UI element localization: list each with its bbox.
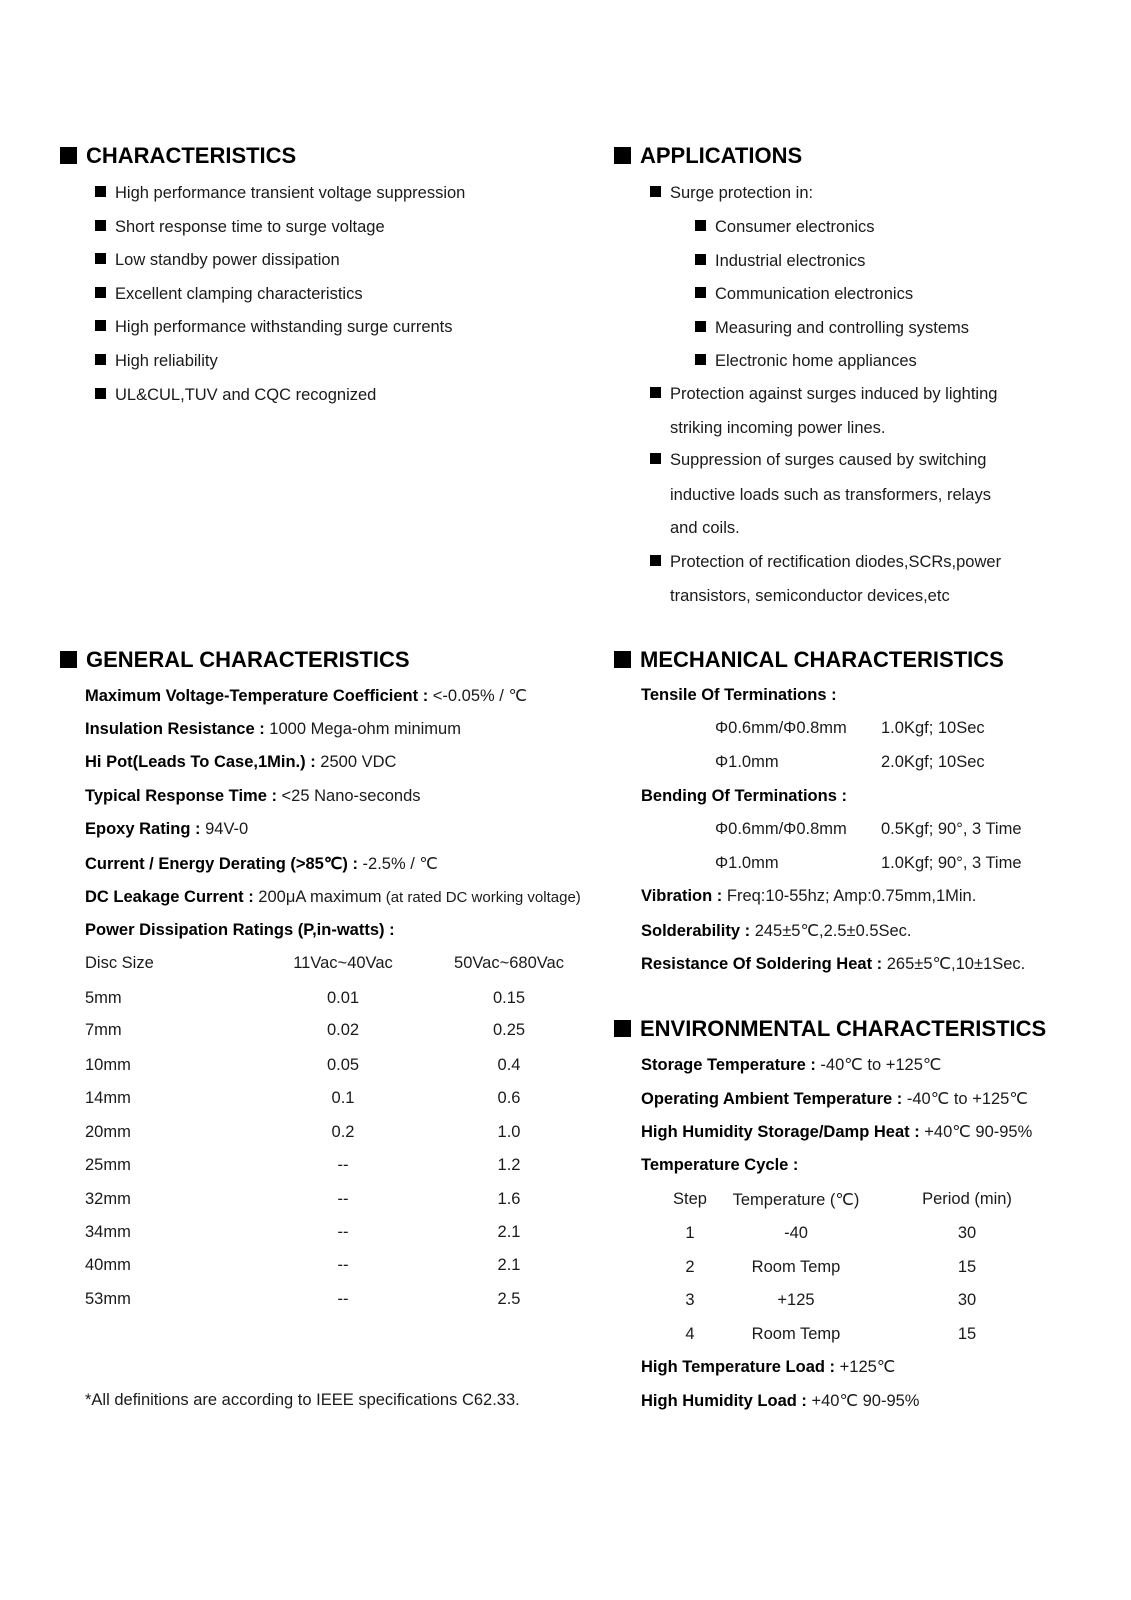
characteristics-item-text: Low standby power dissipation xyxy=(115,251,340,270)
environmental-row-value: -40℃ to +125℃ xyxy=(902,1089,1028,1108)
general-row xyxy=(85,921,395,940)
bending-spec: 1.0Kgf; 90°, 3 Time xyxy=(881,854,1022,872)
characteristics-item-text: High reliability xyxy=(115,352,218,370)
environmental-row xyxy=(641,1391,919,1411)
cycle-table-cell: Room Temp xyxy=(751,1324,841,1343)
characteristics-item-text: High performance withstanding surge currents xyxy=(115,318,453,337)
power-table-header: 11Vac~40Vac xyxy=(293,954,393,972)
power-table-cell: 5mm xyxy=(85,989,122,1007)
tensile-spec: 1.0Kgf; 10Sec xyxy=(881,719,985,737)
power-table-cell: 2.1 xyxy=(497,1256,521,1274)
applications-sub-item xyxy=(695,252,865,271)
power-table-cell: 0.05 xyxy=(326,1056,360,1074)
general-row-value: 200μA maximum xyxy=(253,887,382,906)
environmental-row xyxy=(641,1122,1032,1142)
bullet-square-icon xyxy=(95,354,106,365)
section-square-icon xyxy=(614,651,631,668)
bullet-square-icon xyxy=(650,555,661,566)
bullet-square-icon xyxy=(695,321,706,332)
characteristics-item-text: Excellent clamping characteristics xyxy=(115,284,363,303)
general-row-label: DC Leakage Current : xyxy=(85,887,254,906)
cycle-table-cell: +125 xyxy=(777,1291,815,1310)
environmental-row-label: High Humidity Storage/Damp Heat : xyxy=(641,1123,920,1142)
applications-surge-label: Surge protection in: xyxy=(650,184,813,203)
general-row-value: 94V-0 xyxy=(200,820,249,839)
bullet-square-icon xyxy=(95,320,106,331)
applications-item: Protection against surges induced by lighting xyxy=(650,385,997,404)
characteristics-item xyxy=(95,318,453,337)
power-table-cell: 0.25 xyxy=(492,1021,526,1039)
bullet-square-icon xyxy=(95,388,106,399)
environmental-row xyxy=(641,1357,895,1377)
general-row xyxy=(85,686,527,706)
applications-item-cont: and coils. xyxy=(670,519,740,537)
general-row xyxy=(85,888,581,907)
bending-spec: 0.5Kgf; 90°, 3 Time xyxy=(881,820,1022,838)
power-table-cell: 34mm xyxy=(85,1223,131,1241)
tensile-diameter: Φ1.0mm xyxy=(715,753,779,771)
environmental-row xyxy=(641,1089,1028,1109)
environmental-row xyxy=(641,1055,941,1075)
general-row-value: <-0.05% / ℃ xyxy=(428,687,527,705)
cycle-table-cell: 3 xyxy=(685,1291,695,1310)
power-table-cell: 1.6 xyxy=(497,1190,521,1208)
section-square-icon xyxy=(614,147,631,164)
applications-sub-item xyxy=(695,352,917,371)
applications-sub-item-text: Industrial electronics xyxy=(715,251,866,270)
cycle-table-cell: 30 xyxy=(957,1224,977,1242)
applications-sub-item-text: Measuring and controlling systems xyxy=(715,318,970,337)
power-table-header: Disc Size xyxy=(85,954,154,972)
applications-item-cont: inductive loads such as transformers, relays xyxy=(670,486,991,504)
power-table-cell: 2.5 xyxy=(497,1290,521,1308)
bullet-square-icon xyxy=(95,220,106,231)
general-row-label: Epoxy Rating : xyxy=(85,820,201,839)
power-table-cell: 32mm xyxy=(85,1190,131,1208)
mechanical-heading: MECHANICAL CHARACTERISTICS xyxy=(614,647,1004,673)
power-table-cell: 2.1 xyxy=(497,1223,521,1241)
characteristics-item-text: Short response time to surge voltage xyxy=(115,217,385,236)
tensile-label: Tensile Of Terminations : xyxy=(641,686,837,704)
applications-sub-item-text: Communication electronics xyxy=(715,285,914,304)
power-table-cell: -- xyxy=(337,1223,349,1241)
characteristics-heading: CHARACTERISTICS xyxy=(60,143,296,169)
power-table-cell: 0.1 xyxy=(331,1089,355,1107)
power-table-header: 50Vac~680Vac xyxy=(454,954,564,972)
general-heading: GENERAL CHARACTERISTICS xyxy=(60,647,410,673)
characteristics-item xyxy=(95,251,340,270)
environmental-heading: ENVIRONMENTAL CHARACTERISTICS xyxy=(614,1016,1046,1042)
power-table-cell: 1.0 xyxy=(497,1123,521,1141)
general-row-label: Maximum Voltage-Temperature Coefficient : xyxy=(85,687,429,705)
power-table-cell: 7mm xyxy=(85,1021,122,1039)
characteristics-item xyxy=(95,386,376,405)
power-table-cell: 25mm xyxy=(85,1156,131,1174)
environmental-row xyxy=(641,1156,798,1175)
general-row xyxy=(85,753,396,772)
environmental-row-label: Operating Ambient Temperature : xyxy=(641,1089,903,1108)
cycle-table-cell: 30 xyxy=(957,1291,977,1310)
power-table-cell: 0.02 xyxy=(326,1021,360,1039)
general-row xyxy=(85,720,461,739)
general-row-value: -2.5% / ℃ xyxy=(357,855,438,873)
characteristics-item xyxy=(95,352,218,371)
mechanical-row xyxy=(641,921,912,941)
applications-sub-item xyxy=(695,285,913,304)
environmental-row-label: Temperature Cycle : xyxy=(641,1155,799,1174)
section-square-icon xyxy=(60,147,77,164)
mechanical-row-value: 245±5℃,2.5±0.5Sec. xyxy=(750,921,912,940)
bullet-square-icon xyxy=(95,186,106,197)
footnote: *All definitions are according to IEEE specifications C62.33. xyxy=(85,1391,520,1409)
cycle-table-header: Step xyxy=(673,1190,707,1208)
characteristics-item xyxy=(95,184,465,203)
cycle-table-cell: 4 xyxy=(685,1324,695,1343)
tensile-spec: 2.0Kgf; 10Sec xyxy=(881,753,985,771)
characteristics-item-text: High performance transient voltage suppression xyxy=(115,184,466,202)
characteristics-item-text: UL&CUL,TUV and CQC recognized xyxy=(115,385,377,404)
mechanical-row-label: Resistance Of Soldering Heat : xyxy=(641,955,883,974)
tensile-diameter: Φ0.6mm/Φ0.8mm xyxy=(715,719,847,737)
applications-item-cont: transistors, semiconductor devices,etc xyxy=(670,587,950,605)
power-table-cell: -- xyxy=(337,1156,349,1174)
power-table-cell: -- xyxy=(337,1290,349,1308)
section-square-icon xyxy=(60,651,77,668)
environmental-row-value: +125℃ xyxy=(835,1358,896,1376)
applications-item: Suppression of surges caused by switching xyxy=(650,451,986,470)
bullet-square-icon xyxy=(650,453,661,464)
bullet-square-icon xyxy=(695,220,706,231)
general-row-value: <25 Nano-seconds xyxy=(276,786,421,805)
power-table-cell: 0.15 xyxy=(492,989,526,1007)
power-table-cell: 20mm xyxy=(85,1123,131,1141)
applications-item-cont: striking incoming power lines. xyxy=(670,419,886,437)
power-table-cell: -- xyxy=(337,1190,349,1208)
general-row-value: 2500 VDC xyxy=(315,753,397,772)
cycle-table-cell: 15 xyxy=(957,1324,977,1343)
environmental-row-value: -40℃ to +125℃ xyxy=(815,1056,942,1074)
power-table-cell: 1.2 xyxy=(497,1156,521,1174)
bending-diameter: Φ0.6mm/Φ0.8mm xyxy=(715,820,847,838)
power-table-cell: 40mm xyxy=(85,1256,131,1274)
cycle-table-header: Temperature (℃) xyxy=(732,1191,860,1209)
general-row xyxy=(85,820,248,839)
general-row-label: Hi Pot(Leads To Case,1Min.) : xyxy=(85,753,316,772)
general-row-label: Insulation Resistance : xyxy=(85,719,265,738)
general-row-note: (at rated DC working voltage) xyxy=(381,888,581,906)
cycle-table-cell: Room Temp xyxy=(751,1257,841,1276)
mechanical-row xyxy=(641,887,976,906)
power-table-cell: 0.01 xyxy=(326,989,360,1007)
general-row xyxy=(85,787,421,806)
environmental-row-label: High Temperature Load : xyxy=(641,1358,836,1376)
applications-sub-item xyxy=(695,218,875,237)
power-table-cell: 53mm xyxy=(85,1290,131,1308)
mechanical-row-value: 265±5℃,10±1Sec. xyxy=(882,955,1026,974)
bullet-square-icon xyxy=(95,253,106,264)
cycle-table-header: Period (min) xyxy=(922,1190,1012,1208)
applications-heading: APPLICATIONS xyxy=(614,143,802,169)
section-square-icon xyxy=(614,1020,631,1037)
applications-sub-item-text: Consumer electronics xyxy=(715,218,875,236)
power-table-cell: -- xyxy=(337,1256,349,1274)
mechanical-row-label: Solderability : xyxy=(641,921,751,940)
applications-item: Protection of rectification diodes,SCRs,power xyxy=(650,553,1001,572)
bullet-square-icon xyxy=(695,354,706,365)
power-table-cell: 14mm xyxy=(85,1089,131,1107)
environmental-row-value: +40℃ 90-95% xyxy=(806,1391,920,1410)
cycle-table-cell: -40 xyxy=(784,1224,808,1242)
general-row-label: Current / Energy Derating (>85℃) : xyxy=(85,855,358,873)
power-table-cell: 0.2 xyxy=(331,1123,355,1141)
bullet-square-icon xyxy=(695,254,706,265)
general-row-label: Typical Response Time : xyxy=(85,786,277,805)
applications-sub-item-text: Electronic home appliances xyxy=(715,352,917,371)
general-row xyxy=(85,854,438,874)
power-table-cell: 0.6 xyxy=(497,1089,521,1107)
power-table-cell: 0.4 xyxy=(497,1056,521,1074)
bullet-square-icon xyxy=(95,287,106,298)
environmental-row-value: +40℃ 90-95% xyxy=(919,1123,1033,1142)
bullet-square-icon xyxy=(650,387,661,398)
mechanical-row-value: Freq:10-55hz; Amp:0.75mm,1Min. xyxy=(722,887,977,905)
mechanical-row-label: Vibration : xyxy=(641,887,723,905)
cycle-table-cell: 1 xyxy=(685,1224,695,1242)
cycle-table-cell: 15 xyxy=(957,1257,977,1276)
cycle-table-cell: 2 xyxy=(685,1257,695,1276)
environmental-row-label: High Humidity Load : xyxy=(641,1391,807,1410)
characteristics-item xyxy=(95,285,363,304)
characteristics-item xyxy=(95,218,385,237)
bending-diameter: Φ1.0mm xyxy=(715,854,779,872)
environmental-row-label: Storage Temperature : xyxy=(641,1056,816,1074)
bullet-square-icon xyxy=(650,186,661,197)
power-table-cell: 10mm xyxy=(85,1056,131,1074)
general-row-value: 1000 Mega-ohm minimum xyxy=(264,719,461,738)
applications-sub-item xyxy=(695,319,969,338)
mechanical-row xyxy=(641,954,1025,974)
general-row-label: Power Dissipation Ratings (P,in-watts) : xyxy=(85,921,395,940)
bullet-square-icon xyxy=(695,287,706,298)
bending-label: Bending Of Terminations : xyxy=(641,787,847,805)
